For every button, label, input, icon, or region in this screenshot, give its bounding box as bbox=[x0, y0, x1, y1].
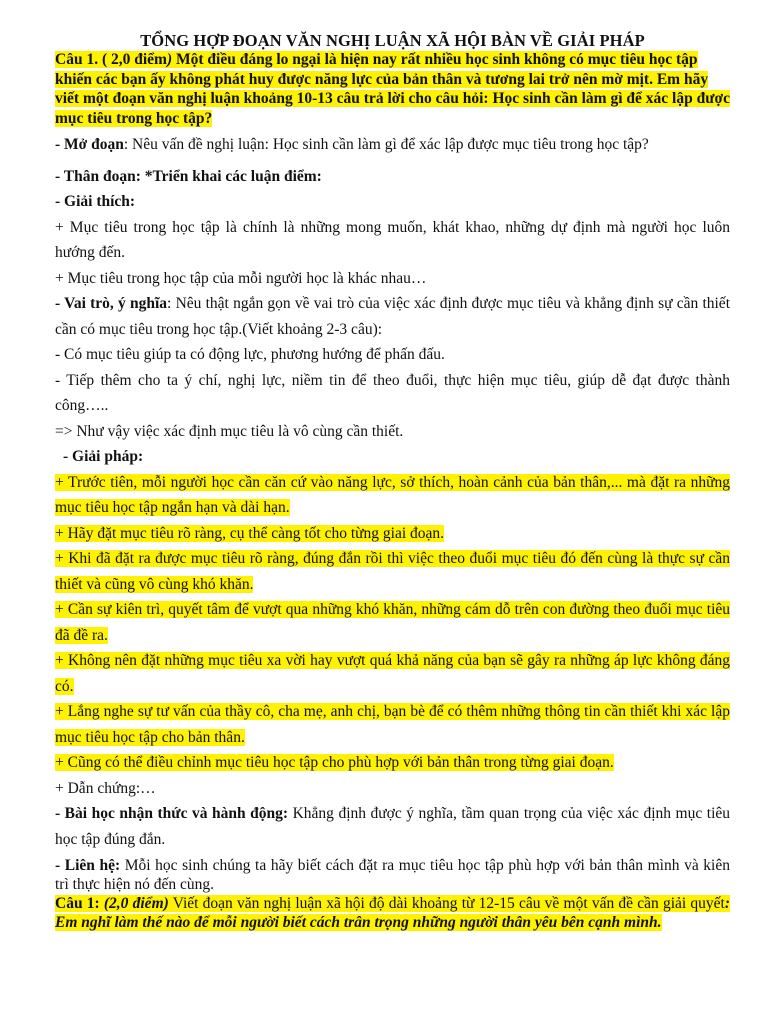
question-1-paren: ) bbox=[166, 51, 173, 68]
connection-text: Mỗi học sinh chúng ta hãy biết cách đặt ra mục tiêu học tập phù hợp với bản thân mình và kiên trì thực hiện nó đến cùng. bbox=[55, 857, 730, 893]
question-1-label: Câu 1. ( 2,0 điểm bbox=[55, 51, 167, 68]
solution-item: + Không nên đặt những mục tiêu xa vời hay vượt quá khả năng của bạn sẽ gây ra những áp lực không đáng có. bbox=[55, 652, 730, 695]
role-item: => Như vậy việc xác định mục tiêu là vô cùng cần thiết. bbox=[55, 422, 404, 440]
question-1b-highlight bbox=[55, 895, 730, 931]
question-1-text: Một điều đáng lo ngại là hiện nay rất nhiều học sinh không có mục tiêu học tập khiến các bạn ấy không phát huy được năng lực của bản thân và tương lai trở nên mờ mịt. Em hãy viết một đoạn văn nghị luận khoảng 10-13 câu trả lời cho câu hỏi: Học sinh cần làm gì để xác lập được mục tiêu trong học tập? bbox=[55, 51, 730, 127]
explain-heading bbox=[55, 189, 730, 215]
question-1b-text: Viết đoạn văn nghị luận xã hội độ dài khoảng từ 12-15 câu về một vấn đề cần giải quyết bbox=[168, 895, 725, 912]
explain-label: - Giải thích: bbox=[55, 193, 136, 210]
role-item: - Tiếp thêm cho ta ý chí, nghị lực, niềm tin để theo đuổi, thực hiện mục tiêu, giúp dễ đạt được thành công….. bbox=[55, 371, 730, 414]
question-1b-prompt: : Em nghĩ làm thế nào để mỗi người biết cách trân trọng những người thân yêu bên cạnh mình. bbox=[55, 895, 730, 931]
role-item: - Có mục tiêu giúp ta có động lực, phương hướng để phấn đấu. bbox=[55, 346, 445, 363]
solution-item: + Cũng có thể điều chỉnh mục tiêu học tập cho phù hợp với bản thân trong từng giai đoạn. bbox=[55, 754, 614, 771]
question-1b bbox=[55, 894, 730, 932]
solution-item: + Lắng nghe sự tư vấn của thầy cô, cha mẹ, anh chị, bạn bè để có thêm những thông tin cần thiết khi xác lập mục tiêu học tập cho bản thân. bbox=[55, 703, 730, 746]
question-1-highlight bbox=[55, 51, 730, 127]
solution-item: + Khi đã đặt ra được mục tiêu rõ ràng, đúng đắn rồi thì việc theo đuổi mục tiêu đó đến cùng là thực sự cần thiết và cũng vô cùng khó khăn. bbox=[55, 550, 730, 593]
solution-item: + Trước tiên, mỗi người học cần căn cứ vào năng lực, sở thích, hoàn cảnh của bản thân,... mà đặt ra những mục tiêu học tập ngắn hạn và dài hạn. bbox=[55, 473, 730, 516]
solution-item: + Cần sự kiên trì, quyết tâm để vượt qua những khó khăn, những cám dỗ trên con đường theo đuổi mục tiêu đã đề ra. bbox=[55, 601, 730, 644]
solution-heading bbox=[55, 444, 730, 470]
intro-text: : Nêu vấn đề nghị luận: Học sinh cần làm gì để xác lập được mục tiêu trong học tập? bbox=[123, 136, 649, 153]
lesson-label: - Bài học nhận thức và hành động: bbox=[55, 805, 289, 822]
question-1b-points: (2,0 điểm) bbox=[103, 895, 169, 912]
body-section bbox=[55, 164, 730, 190]
body-label: - Thân đoạn bbox=[55, 167, 136, 185]
explain-item: + Mục tiêu trong học tập là chính là những mong muốn, khát khao, những dự định mà người học luôn hướng đến. bbox=[55, 218, 730, 261]
document-title: TỔNG HỢP ĐOẠN VĂN NGHỊ LUẬN XÃ HỘI BÀN VỀ GIẢI PHÁP bbox=[140, 31, 645, 50]
role-section bbox=[55, 291, 730, 342]
question-1 bbox=[55, 50, 730, 128]
evidence-line: + Dẫn chứng:… bbox=[55, 779, 156, 797]
explain-item: + Mục tiêu trong học tập của mỗi người học là khác nhau… bbox=[55, 269, 427, 287]
document-page bbox=[55, 31, 730, 932]
body-text: : *Triển khai các luận điểm: bbox=[135, 167, 322, 185]
lesson-section bbox=[55, 801, 730, 852]
solution-item: + Hãy đặt mục tiêu rõ ràng, cụ thể càng tốt cho từng giai đoạn. bbox=[55, 524, 445, 542]
connection-section bbox=[55, 856, 730, 894]
solution-label: - Giải pháp: bbox=[63, 448, 144, 465]
question-1b-label: Câu 1: bbox=[55, 895, 100, 912]
role-label: - Vai trò, ý nghĩa bbox=[55, 295, 168, 312]
intro-section bbox=[55, 132, 730, 158]
connection-label: - Liên hệ: bbox=[55, 857, 121, 874]
role-text: : Nêu thật ngắn gọn về vai trò của việc xác định được mục tiêu và khẳng định sự cần thiết cần có mục tiêu trong học tập.(Viết khoảng 2-3 câu): bbox=[55, 295, 730, 338]
lesson-text: Khẳng định được ý nghĩa, tầm quan trọng của việc xác định mục tiêu học tập đúng đắn. bbox=[55, 805, 730, 848]
intro-label: - Mở đoạn bbox=[55, 136, 124, 153]
